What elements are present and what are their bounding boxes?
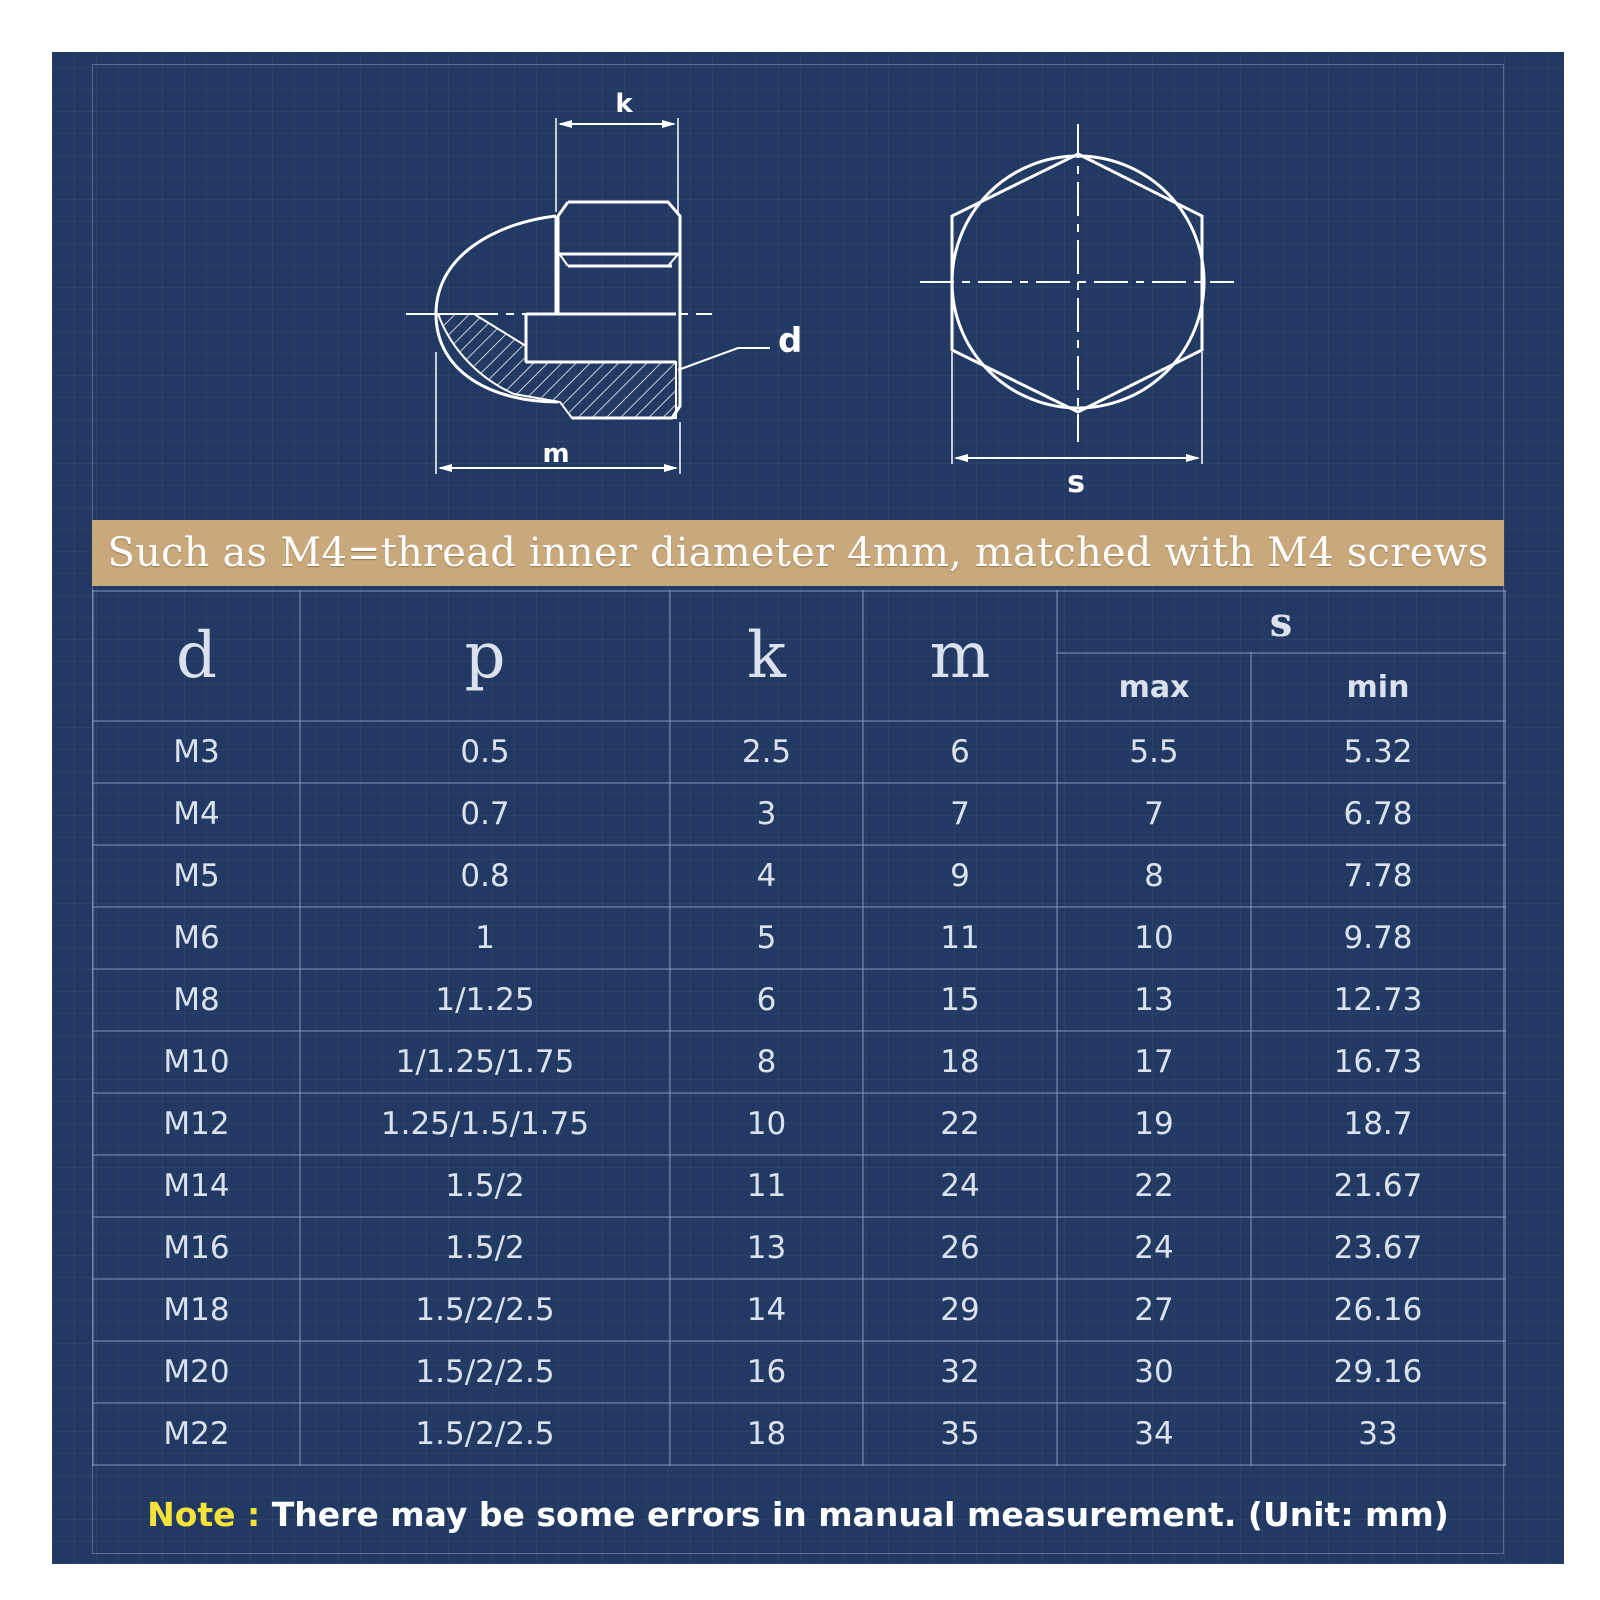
cell-s-max: 5.5 xyxy=(1057,721,1251,783)
table-row xyxy=(93,1155,1505,1217)
header-d: d xyxy=(93,591,300,721)
cell-d: M14 xyxy=(93,1155,300,1217)
cell-s-min: 21.67 xyxy=(1251,1155,1505,1217)
cell-d: M10 xyxy=(93,1031,300,1093)
cell-k: 13 xyxy=(670,1217,863,1279)
side-view-drawing xyxy=(406,118,770,474)
cell-s-max: 17 xyxy=(1057,1031,1251,1093)
cell-s-max: 10 xyxy=(1057,907,1251,969)
cell-s-min: 7.78 xyxy=(1251,845,1505,907)
cell-d: M20 xyxy=(93,1341,300,1403)
dim-label-k: k xyxy=(615,89,633,119)
cell-s-max: 30 xyxy=(1057,1341,1251,1403)
cell-p: 1.5/2/2.5 xyxy=(300,1403,670,1465)
cell-s-max: 8 xyxy=(1057,845,1251,907)
cell-d: M8 xyxy=(93,969,300,1031)
table-row xyxy=(93,1031,1505,1093)
header-s: s xyxy=(1057,591,1505,653)
header-p: p xyxy=(300,591,670,721)
cell-k: 18 xyxy=(670,1403,863,1465)
cell-p: 1/1.25 xyxy=(300,969,670,1031)
cell-s-min: 9.78 xyxy=(1251,907,1505,969)
header-m: m xyxy=(863,591,1057,721)
table-row xyxy=(93,1279,1505,1341)
cell-s-max: 22 xyxy=(1057,1155,1251,1217)
top-view-drawing xyxy=(920,124,1234,464)
technical-drawings xyxy=(52,52,1564,512)
cell-p: 1.25/1.5/1.75 xyxy=(300,1093,670,1155)
cell-p: 1/1.25/1.75 xyxy=(300,1031,670,1093)
cell-p: 0.7 xyxy=(300,783,670,845)
cell-s-min: 5.32 xyxy=(1251,721,1505,783)
note-text: There may be some errors in manual measurement. (Unit: mm) xyxy=(260,1494,1449,1534)
cell-m: 6 xyxy=(863,721,1057,783)
header-s-min: min xyxy=(1251,653,1505,721)
cell-k: 11 xyxy=(670,1155,863,1217)
cell-k: 2.5 xyxy=(670,721,863,783)
cell-p: 1.5/2 xyxy=(300,1155,670,1217)
dim-label-s: s xyxy=(1067,465,1085,500)
cell-d: M6 xyxy=(93,907,300,969)
cell-k: 16 xyxy=(670,1341,863,1403)
cell-s-min: 12.73 xyxy=(1251,969,1505,1031)
cell-d: M5 xyxy=(93,845,300,907)
table-row xyxy=(93,1403,1505,1465)
cell-k: 6 xyxy=(670,969,863,1031)
table-row xyxy=(93,969,1505,1031)
spec-panel xyxy=(52,52,1564,1564)
cell-s-max: 13 xyxy=(1057,969,1251,1031)
note-label: Note : xyxy=(147,1494,261,1534)
cell-d: M12 xyxy=(93,1093,300,1155)
cell-d: M16 xyxy=(93,1217,300,1279)
header-s-max: max xyxy=(1057,653,1251,721)
cell-m: 22 xyxy=(863,1093,1057,1155)
spec-table-body xyxy=(93,721,1505,1465)
table-row xyxy=(93,783,1505,845)
table-row xyxy=(93,1341,1505,1403)
dim-label-m: m xyxy=(542,439,570,469)
cell-s-min: 26.16 xyxy=(1251,1279,1505,1341)
table-row xyxy=(93,1093,1505,1155)
cell-p: 0.8 xyxy=(300,845,670,907)
table-row xyxy=(93,1217,1505,1279)
cell-s-max: 19 xyxy=(1057,1093,1251,1155)
cell-m: 29 xyxy=(863,1279,1057,1341)
cell-s-max: 27 xyxy=(1057,1279,1251,1341)
cell-s-min: 16.73 xyxy=(1251,1031,1505,1093)
cell-k: 3 xyxy=(670,783,863,845)
cell-m: 11 xyxy=(863,907,1057,969)
cell-s-min: 23.67 xyxy=(1251,1217,1505,1279)
cell-s-min: 29.16 xyxy=(1251,1341,1505,1403)
table-row xyxy=(93,721,1505,783)
header-k: k xyxy=(670,591,863,721)
cell-s-max: 24 xyxy=(1057,1217,1251,1279)
cell-d: M4 xyxy=(93,783,300,845)
cell-m: 15 xyxy=(863,969,1057,1031)
cell-k: 10 xyxy=(670,1093,863,1155)
cell-s-max: 34 xyxy=(1057,1403,1251,1465)
dim-label-d: d xyxy=(778,321,803,361)
spec-table xyxy=(92,590,1506,1466)
cell-m: 32 xyxy=(863,1341,1057,1403)
banner-text: Such as M4=thread inner diameter 4mm, matched with M4 screws xyxy=(107,530,1489,576)
cell-k: 4 xyxy=(670,845,863,907)
cell-p: 0.5 xyxy=(300,721,670,783)
cell-k: 14 xyxy=(670,1279,863,1341)
cell-s-min: 18.7 xyxy=(1251,1093,1505,1155)
cell-p: 1.5/2 xyxy=(300,1217,670,1279)
size-banner xyxy=(92,520,1504,586)
cell-s-min: 33 xyxy=(1251,1403,1505,1465)
cell-m: 26 xyxy=(863,1217,1057,1279)
cell-m: 35 xyxy=(863,1403,1057,1465)
cell-d: M22 xyxy=(93,1403,300,1465)
cell-m: 18 xyxy=(863,1031,1057,1093)
cell-p: 1 xyxy=(300,907,670,969)
cell-d: M18 xyxy=(93,1279,300,1341)
cell-s-max: 7 xyxy=(1057,783,1251,845)
cell-p: 1.5/2/2.5 xyxy=(300,1279,670,1341)
cell-k: 8 xyxy=(670,1031,863,1093)
cell-p: 1.5/2/2.5 xyxy=(300,1341,670,1403)
cell-m: 7 xyxy=(863,783,1057,845)
cell-s-min: 6.78 xyxy=(1251,783,1505,845)
cell-m: 9 xyxy=(863,845,1057,907)
cell-k: 5 xyxy=(670,907,863,969)
cell-m: 24 xyxy=(863,1155,1057,1217)
cell-d: M3 xyxy=(93,721,300,783)
measurement-note xyxy=(92,1484,1504,1544)
table-row xyxy=(93,907,1505,969)
table-row xyxy=(93,845,1505,907)
